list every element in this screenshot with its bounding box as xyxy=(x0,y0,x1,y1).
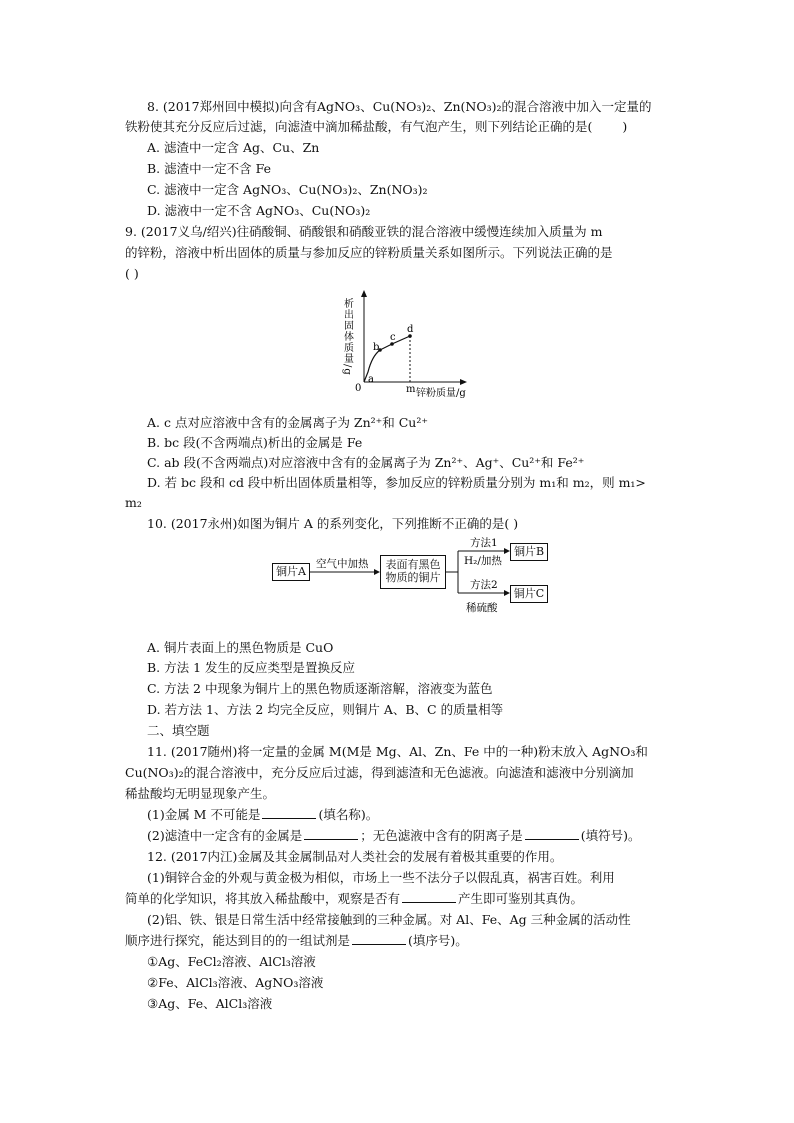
q11-sub2-suffix: (填符号)。 xyxy=(580,828,641,843)
q10-box-middle-line2: 物质的铜片 xyxy=(385,571,441,584)
q8-stem-line2 xyxy=(125,117,627,137)
q11-sub1-text: (1)金属 M 不可能是 xyxy=(147,807,261,822)
q10-box-copper-a xyxy=(272,563,310,581)
q12-choice-3: ③Ag、Fe、AlCl₃溶液 xyxy=(147,996,273,1011)
q12-sub1-suffix: 产生即可鉴别其真伪。 xyxy=(458,891,584,906)
q11-sub2-text: (2)滤渣中一定含有的金属是 xyxy=(147,828,303,843)
q10-option-b: B. 方法 1 发生的反应类型是置换反应 xyxy=(147,660,356,675)
q10-diagram xyxy=(270,536,560,628)
q8-option-c: C. 滤液中一定含 AgNO₃、Cu(NO₃)₂、Zn(NO₃)₂ xyxy=(147,182,428,197)
q8-stem-paren-close: ) xyxy=(622,119,628,134)
q10-box-copper-c xyxy=(510,585,548,603)
q11-sub1 xyxy=(147,805,378,825)
q10-method2-label: 方法2 xyxy=(470,579,498,591)
q8-option-b: B. 滤渣中一定不含 Fe xyxy=(147,161,271,176)
q11-sub2-mid: ；无色滤液中含有的阴离子是 xyxy=(360,828,523,843)
q12-sub2-blank[interactable] xyxy=(352,931,406,945)
q9-option-d-cont: m₂ xyxy=(125,495,142,510)
q12-sub2-suffix: (填序号)。 xyxy=(408,933,468,948)
q9-graph-ylabel: 析出固体质量/g xyxy=(341,298,353,376)
q8-stem-line2-text: 铁粉使其充分反应后过滤，向滤渣中滴加稀盐酸，有气泡产生，则下列结论正确的是( xyxy=(125,119,593,134)
q12-choice-2: ②Fe、AlCl₃溶液、AgNO₃溶液 xyxy=(147,975,324,990)
q11-stem-line2: Cu(NO₃)₂的混合溶液中，充分反应后过滤，得到滤渣和无色滤液。向滤渣和滤液中分别滴加 xyxy=(125,765,634,780)
q8-option-d: D. 滤液中一定不含 AgNO₃、Cu(NO₃)₂ xyxy=(147,203,371,218)
section-fill-in-heading: 二、填空题 xyxy=(147,723,210,738)
q12-sub1-line1: (1)铜锌合金的外观与黄金极为相似，市场上一些不法分子以假乱真，祸害百姓。利用 xyxy=(147,870,615,885)
q10-method2-cond: 稀硫酸 xyxy=(466,602,498,614)
q9-graph-x-mark: m xyxy=(406,384,416,395)
q12-choice-1: ①Ag、FeCl₂溶液、AlCl₃溶液 xyxy=(147,954,316,969)
q9-graph-point-b: b xyxy=(373,342,380,353)
q10-box-copper-b-label: 铜片B xyxy=(513,545,545,558)
q10-stem: 10. (2017永州)如图为铜片 A 的系列变化，下列推断不正确的是( ) xyxy=(147,516,519,531)
q10-arrow1-label: 空气中加热 xyxy=(316,558,369,570)
q12-sub2-text: 顺序进行探究，能达到目的的一组试剂是 xyxy=(125,933,351,948)
q9-option-c: C. ab 段(不含两端点)对应溶液中含有的金属离子为 Zn²⁺、Ag⁺、Cu²⁺和 Fe²⁺ xyxy=(147,455,585,470)
q11-stem-line1: 11. (2017随州)将一定量的金属 M(M是 Mg、Al、Zn、Fe 中的一种)粉末放入 AgNO₃和 xyxy=(147,744,648,759)
q11-sub2-blank1[interactable] xyxy=(304,826,358,840)
q9-graph-origin: 0 xyxy=(355,383,362,394)
q11-sub1-blank[interactable] xyxy=(262,805,316,819)
q11-sub1-suffix: (填名称)。 xyxy=(318,807,379,822)
q11-sub2 xyxy=(147,826,641,846)
q10-box-middle xyxy=(380,555,446,589)
q12-sub1-text: 简单的化学知识，将其放入稀盐酸中，观察是否有 xyxy=(125,891,401,906)
q9-stem-line2: 的锌粉，溶液中析出固体的质量与参加反应的锌粉质量关系如图所示。下列说法正确的是 xyxy=(125,245,613,260)
q11-sub2-blank2[interactable] xyxy=(525,826,579,840)
q9-stem-line3: ( ) xyxy=(125,266,139,281)
q12-sub2-line1: (2)铝、铁、银是日常生活中经常接触到的三种金属。对 Al、Fe、Ag 三种金属的活动性 xyxy=(147,912,631,927)
q9-graph-point-c: c xyxy=(390,332,396,343)
q9-graph-point-d: d xyxy=(407,324,414,335)
q8-stem-line1: 8. (2017郑州回中模拟)向含有AgNO₃、Cu(NO₃)₂、Zn(NO₃)₂的混合溶液中加入一定量的 xyxy=(147,99,652,114)
q10-box-middle-line1: 表面有黑色 xyxy=(385,558,441,571)
q11-stem-line3: 稀盐酸均无明显现象产生。 xyxy=(125,786,276,801)
q9-graph-xlabel: 锌粉质量/g xyxy=(416,388,466,399)
q12-sub1-line2 xyxy=(125,889,583,909)
q9-option-d: D. 若 bc 段和 cd 段中析出固体质量相等，参加反应的锌粉质量分别为 m₁和 m₂，则 m₁> xyxy=(147,475,646,490)
q10-option-a: A. 铜片表面上的黑色物质是 CuO xyxy=(147,640,334,655)
q9-graph-point-a: a xyxy=(368,374,374,385)
q12-stem: 12. (2017内江)金属及其金属制品对人类社会的发展有着极其重要的作用。 xyxy=(147,849,563,864)
q9-option-a: A. c 点对应溶液中含有的金属离子为 Zn²⁺和 Cu²⁺ xyxy=(147,415,428,430)
q10-box-copper-b xyxy=(510,543,548,561)
q12-sub2-line2 xyxy=(125,931,468,951)
q10-method1-label: 方法1 xyxy=(470,537,498,549)
q10-method1-cond: H₂/加热 xyxy=(464,555,502,567)
q10-box-copper-a-label: 铜片A xyxy=(276,565,306,578)
q9-option-b: B. bc 段(不含两端点)析出的金属是 Fe xyxy=(147,435,363,450)
q10-option-d: D. 若方法 1、方法 2 均完全反应，则铜片 A、B、C 的质量相等 xyxy=(147,702,504,717)
q9-stem-line1: 9. (2017义乌/绍兴)往硝酸铜、硝酸银和硝酸亚铁的混合溶液中缓慢连续加入质量为 m xyxy=(125,224,603,239)
q10-option-c: C. 方法 2 中现象为铜片上的黑色物质逐渐溶解，溶液变为蓝色 xyxy=(147,681,493,696)
q9-graph xyxy=(328,288,488,406)
q8-option-a: A. 滤渣中一定含 Ag、Cu、Zn xyxy=(147,140,320,155)
q12-sub1-blank[interactable] xyxy=(402,889,456,903)
q10-box-copper-c-label: 铜片C xyxy=(513,587,545,600)
